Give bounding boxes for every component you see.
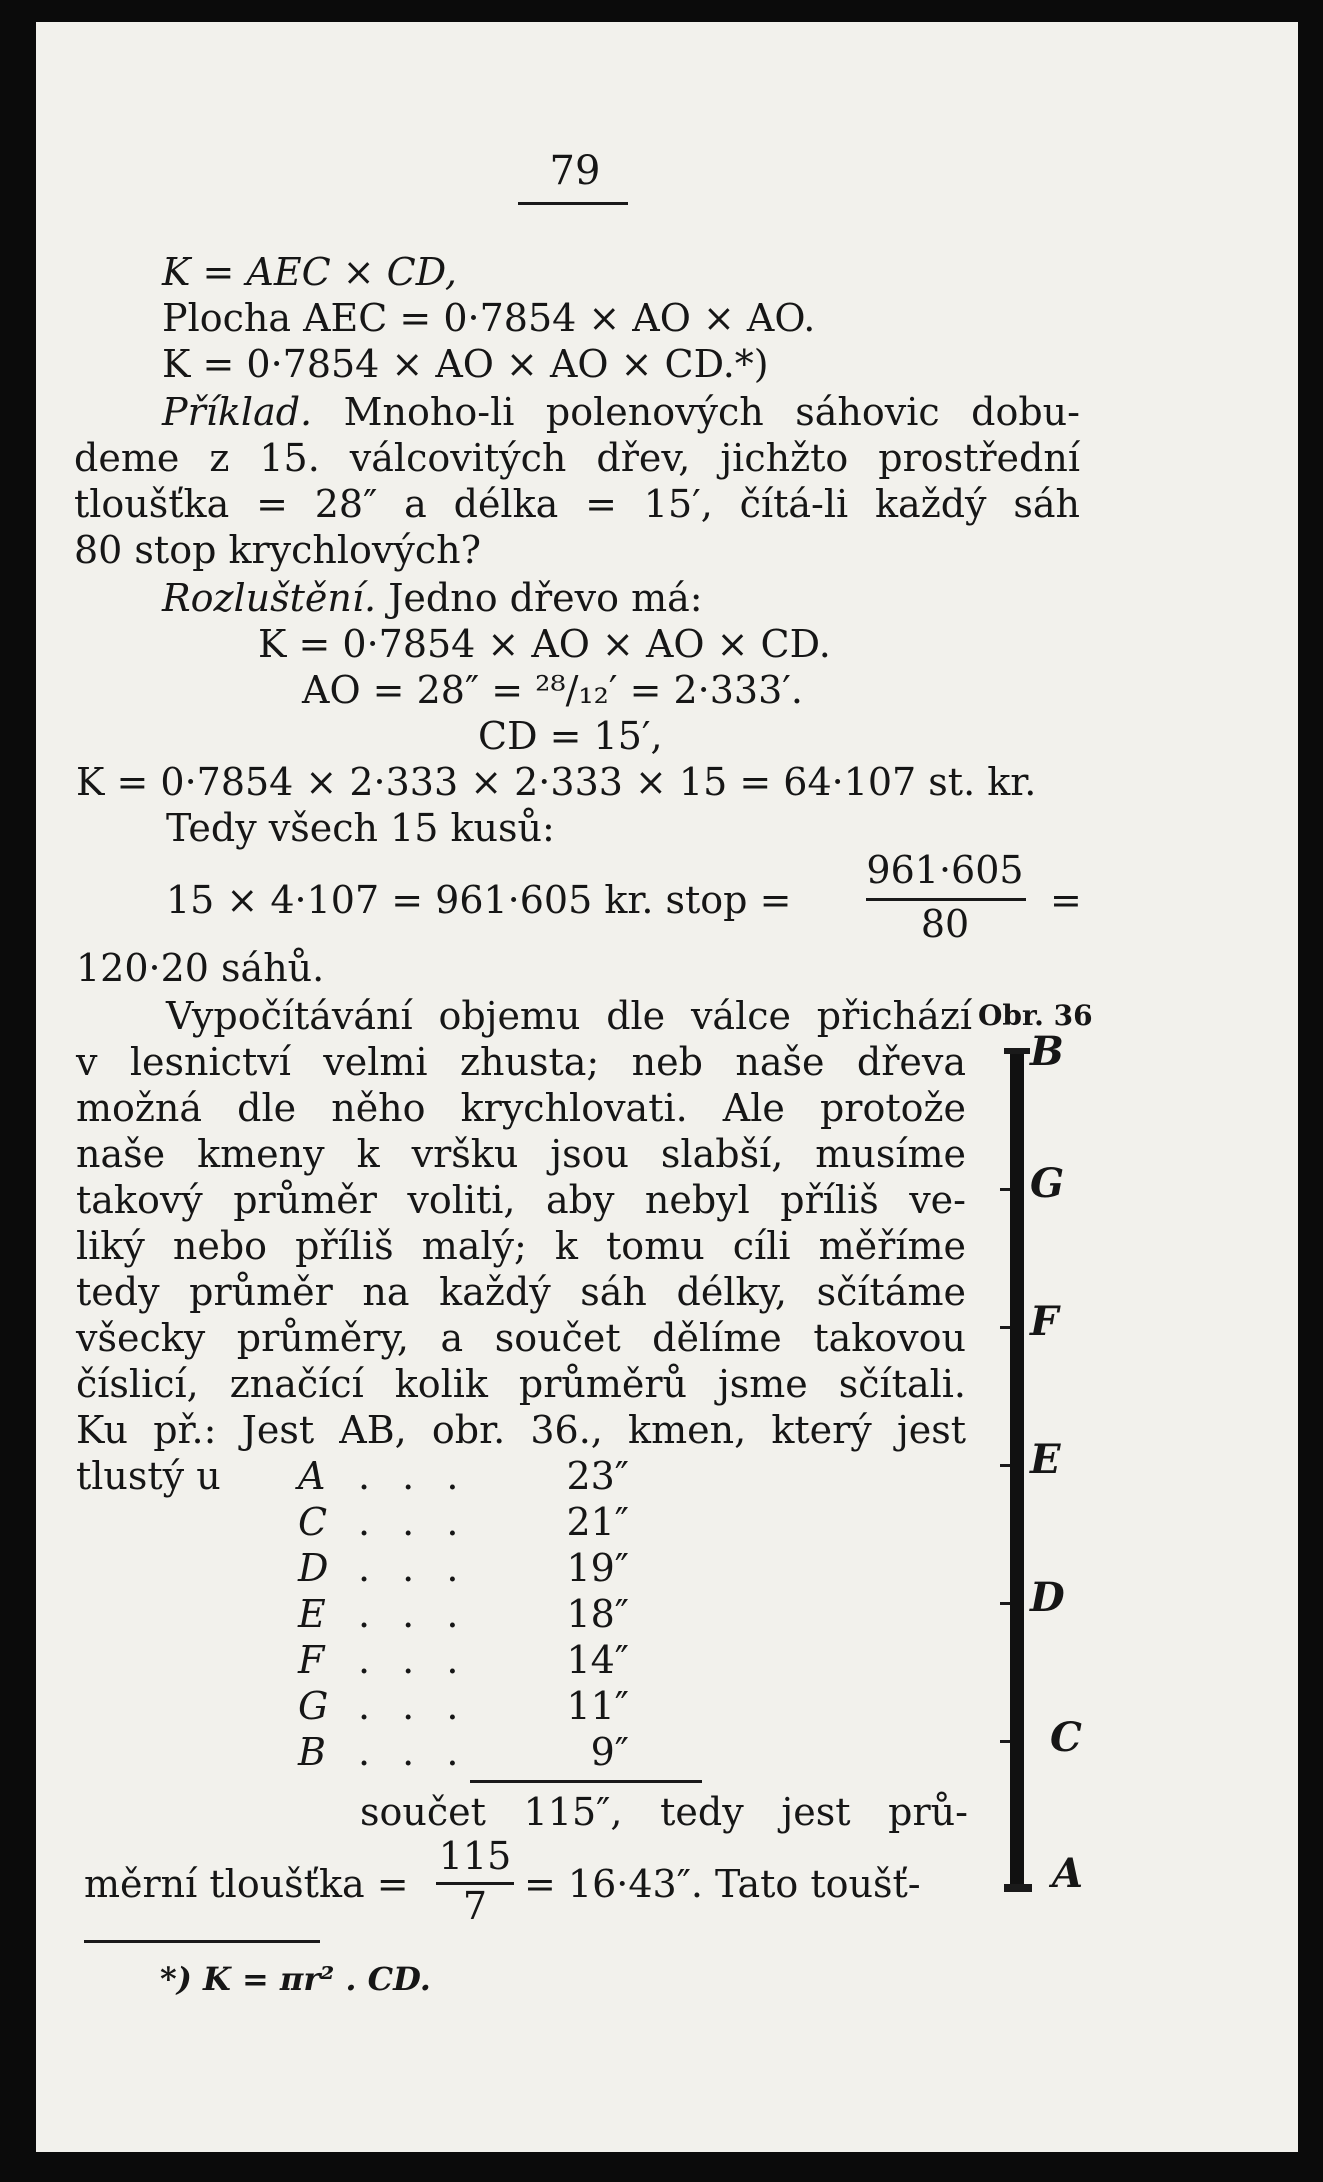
footnote-rule [84,1940,320,1943]
table-letter: B [298,1730,326,1774]
equation-6-right: = [1050,878,1082,922]
equation-6-fraction-bar [866,898,1026,901]
figure-label-d: D [1030,1574,1065,1621]
figure-label-g: G [1030,1160,1065,1207]
log-mark-g [1000,1188,1010,1191]
table-dots: . . . [358,1684,469,1728]
example-label: Příklad. [162,390,313,434]
table-letter: E [298,1592,326,1636]
table-letter: C [298,1500,328,1544]
paragraph-line-1: Vypočítávání objemu dle válce přichází [166,994,972,1038]
mean-right: = 16·43″. Tato toušť- [524,1862,921,1906]
log-bottom-cap [1004,1884,1032,1892]
paragraph-line-3: možná dle něho krychlovati. Ale protože [76,1086,966,1130]
paragraph-line-8: všecky průměry, a součet dělíme takovou [76,1316,966,1360]
equation-6-left: 15 × 4·107 = 961·605 kr. stop = [166,878,792,922]
table-value: 19″ [566,1546,629,1590]
example-line-1 [162,390,1080,434]
paragraph-line-2: v lesnictví velmi zhusta; neb naše dřeva [76,1040,966,1084]
equation-1: K = 0·7854 × AO × AO × CD. [258,622,831,666]
mean-denominator: 7 [462,1884,488,1928]
figure-label-b: B [1030,1028,1064,1075]
equation-7: 120·20 sáhů. [76,946,325,990]
log-top-cap [1004,1048,1030,1054]
equation-6-denominator: 80 [920,902,970,946]
example-text: Mnoho-li polenových sáhovic dobu- [343,390,1080,434]
table-dots: . . . [358,1638,469,1682]
table-value: 11″ [566,1684,629,1728]
table-value: 9″ [590,1730,629,1774]
figure-label-a: A [1052,1850,1084,1897]
log-mark-f [1000,1326,1010,1329]
equation-4: K = 0·7854 × 2·333 × 2·333 × 15 = 64·107 st. kr. [76,760,1037,804]
table-dots: . . . [358,1546,469,1590]
log-mark-c [1000,1740,1010,1743]
paragraph-line-9: číslicí, značící kolik průměrů jsme sčítali. [76,1362,966,1406]
table-letter: A [298,1454,326,1498]
equation-6-numerator: 961·605 [866,848,1024,892]
sum-line: součet 115″, tedy jest prů- [360,1790,968,1834]
figure-label-f: F [1030,1298,1059,1345]
log-trunk [1010,1052,1024,1890]
mean-numerator: 115 [438,1834,512,1878]
example-line-3: tloušťka = 28″ a délka = 15′, čítá-li každý sáh [74,482,1080,526]
equation-2: AO = 28″ = ²⁸/₁₂′ = 2·333′. [302,668,803,712]
table-value: 23″ [566,1454,629,1498]
solution-line [162,576,703,620]
paragraph-line-7: tedy průměr na každý sáh délky, sčítáme [76,1270,966,1314]
sum-rule [470,1780,702,1783]
solution-label: Rozluštění. [162,576,377,620]
table-value: 18″ [566,1592,629,1636]
table-dots: . . . [358,1454,469,1498]
figure-caption: Obr. 36 [978,999,1093,1032]
table-dots: . . . [358,1592,469,1636]
equation-5: Tedy všech 15 kusů: [166,806,555,850]
table-letter: F [298,1638,325,1682]
table-dots: . . . [358,1500,469,1544]
formula-1: K = AEC × CD, [162,250,457,294]
example-line-4: 80 stop krychlových? [74,528,481,572]
log-mark-d [1000,1602,1010,1605]
table-dots: . . . [358,1730,469,1774]
page-number-rule [518,202,628,205]
figure-label-c: C [1050,1714,1082,1761]
log-mark-e [1000,1464,1010,1467]
solution-text: Jedno dřevo má: [388,576,703,620]
formula-3: K = 0·7854 × AO × AO × CD.*) [162,342,769,386]
figure-label-e: E [1030,1436,1061,1483]
table-intro: tlustý u [76,1454,221,1498]
formula-2: Plocha AEC = 0·7854 × AO × AO. [162,296,816,340]
page-number: 79 [549,148,601,194]
paragraph-line-5: takový průměr voliti, aby nebyl příliš ve- [76,1178,966,1222]
table-letter: G [298,1684,329,1728]
paragraph-line-10: Ku př.: Jest AB, obr. 36., kmen, který jest [76,1408,966,1452]
footnote: *) K = πr² . CD. [160,1960,431,1998]
table-letter: D [298,1546,329,1590]
paragraph-line-4: naše kmeny k vršku jsou slabší, musíme [76,1132,966,1176]
paragraph-line-6: liký nebo příliš malý; k tomu cíli měříme [76,1224,966,1268]
table-value: 21″ [566,1500,629,1544]
example-line-2: deme z 15. válcovitých dřev, jichžto prostřední [74,436,1080,480]
equation-3: CD = 15′, [478,714,663,758]
mean-left: měrní tloušťka = [84,1862,409,1906]
table-value: 14″ [566,1638,629,1682]
